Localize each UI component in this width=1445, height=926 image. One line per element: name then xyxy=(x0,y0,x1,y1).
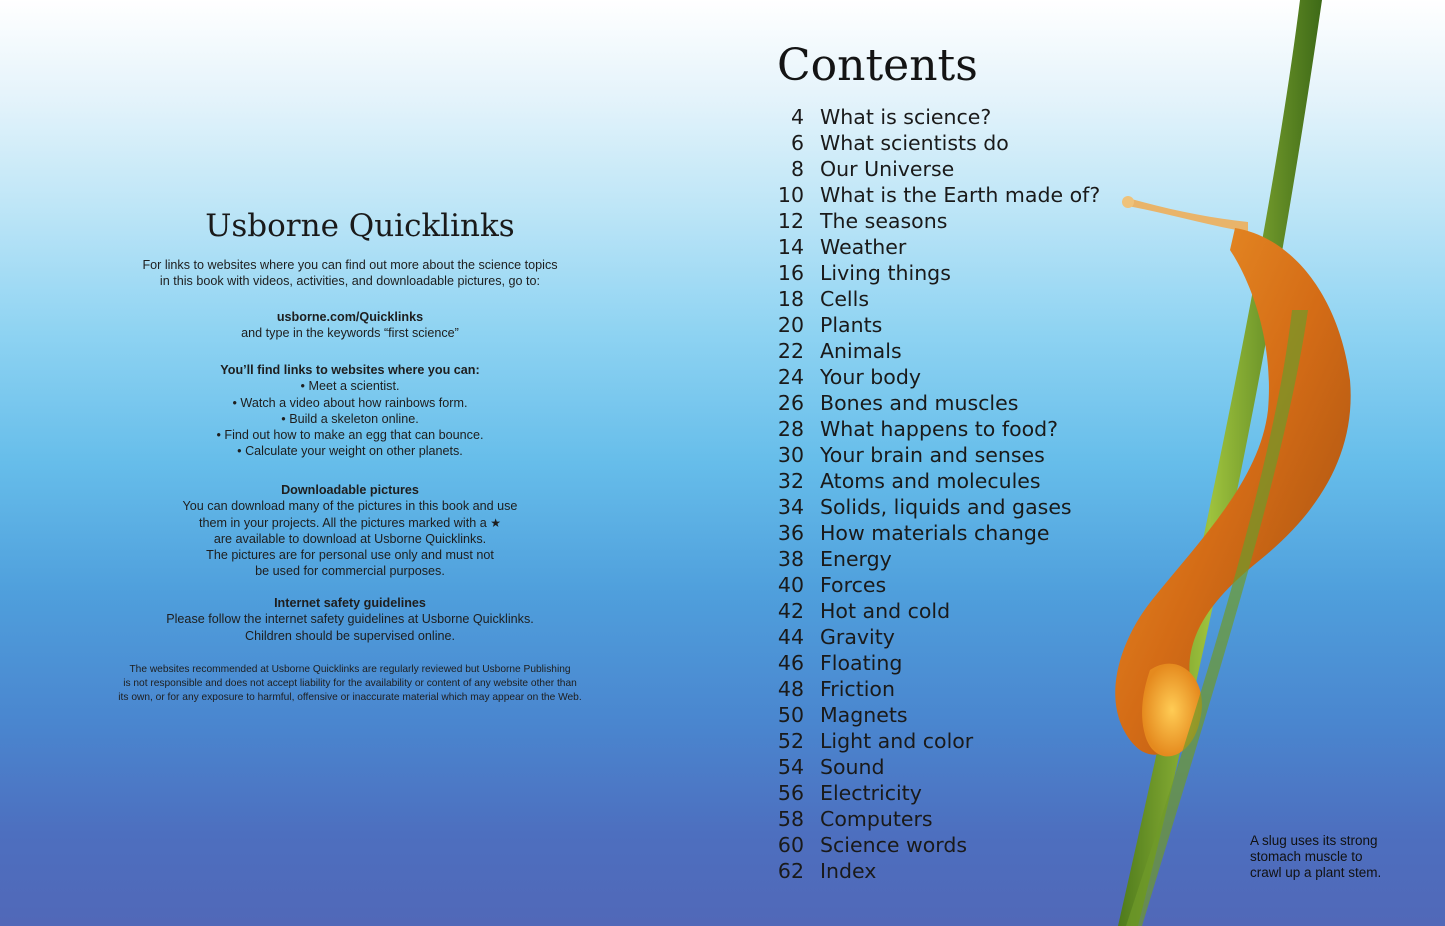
contents-page-number: 44 xyxy=(777,625,804,649)
contents-entry xyxy=(770,156,1100,182)
photo-caption xyxy=(1250,833,1420,881)
contents-entry-label: Living things xyxy=(820,261,951,285)
contents-page-number: 10 xyxy=(777,183,804,207)
contents-page-number: 6 xyxy=(790,131,804,155)
downloads-star-line xyxy=(60,515,640,531)
contents-entry xyxy=(770,104,1100,130)
contents-page-number: 48 xyxy=(777,677,804,701)
contents-page-number: 4 xyxy=(790,105,804,129)
contents-entry xyxy=(770,572,1100,598)
links-list-item: • Meet a scientist. xyxy=(300,379,400,394)
downloads-text-line: be used for commercial purposes. xyxy=(255,564,445,579)
contents-entry xyxy=(770,260,1100,286)
contents-entry xyxy=(770,182,1100,208)
contents-entry xyxy=(770,832,1100,858)
links-list-item: • Find out how to make an egg that can bounce. xyxy=(216,428,484,443)
contents-list xyxy=(770,104,1100,884)
links-list-item: • Build a skeleton online. xyxy=(281,411,419,426)
links-list-item: • Calculate your weight on other planets. xyxy=(237,444,463,459)
downloads-text-line: are available to download at Usborne Quicklinks. xyxy=(213,531,487,546)
contents-entry-label: How materials change xyxy=(820,521,1050,545)
downloads-text-line: them in your projects. All the pictures marked with a xyxy=(199,515,487,530)
contents-entry-label: Energy xyxy=(820,547,892,571)
contents-entry xyxy=(770,676,1100,702)
disclaimer-line: The websites recommended at Usborne Quicklinks are regularly reviewed but Usborne Publishing xyxy=(129,664,571,675)
contents-entry xyxy=(770,130,1100,156)
contents-entry-label: The seasons xyxy=(820,209,948,233)
contents-page-number: 26 xyxy=(777,391,804,415)
contents-entry xyxy=(770,442,1100,468)
contents-page-number: 14 xyxy=(777,235,804,259)
contents-entry xyxy=(770,702,1100,728)
contents-entry-label: What happens to food? xyxy=(820,417,1059,441)
downloads-text-line: You can download many of the pictures in this book and use xyxy=(182,499,518,514)
contents-entry xyxy=(770,468,1100,494)
contents-entry-label: Gravity xyxy=(820,625,895,649)
contents-entry xyxy=(770,390,1100,416)
links-heading: You’ll find links to websites where you can: xyxy=(220,363,480,377)
contents-entry-label: Plants xyxy=(820,313,883,337)
contents-page-number: 56 xyxy=(777,781,804,805)
quicklinks-url[interactable]: usborne.com/Quicklinks xyxy=(276,310,424,324)
contents-entry xyxy=(770,598,1100,624)
caption-line: crawl up a plant stem. xyxy=(1250,865,1382,880)
contents-title: Contents xyxy=(777,40,978,91)
links-list-block xyxy=(60,362,640,460)
contents-entry-label: Solids, liquids and gases xyxy=(820,495,1072,519)
contents-entry xyxy=(770,364,1100,390)
contents-entry-label: Sound xyxy=(820,755,885,779)
contents-entry-label: Computers xyxy=(820,807,933,831)
contents-entry xyxy=(770,624,1100,650)
contents-page-number: 22 xyxy=(777,339,804,363)
contents-entry xyxy=(770,650,1100,676)
contents-entry xyxy=(770,234,1100,260)
safety-heading: Internet safety guidelines xyxy=(274,596,426,610)
contents-entry xyxy=(770,416,1100,442)
quicklinks-url-block xyxy=(60,309,640,342)
contents-entry-label: Bones and muscles xyxy=(820,391,1019,415)
links-list-item: • Watch a video about how rainbows form. xyxy=(232,395,468,410)
contents-entry-label: Forces xyxy=(820,573,887,597)
star-icon: ★ xyxy=(490,515,501,530)
contents-entry-label: Your body xyxy=(820,365,921,389)
contents-entry xyxy=(770,286,1100,312)
contents-entry xyxy=(770,520,1100,546)
caption-line: A slug uses its strong xyxy=(1250,833,1378,848)
contents-entry-label: Hot and cold xyxy=(820,599,951,623)
slug-tentacle-tip xyxy=(1122,196,1134,208)
contents-page-number: 42 xyxy=(777,599,804,623)
downloads-block xyxy=(60,482,640,580)
contents-entry xyxy=(770,338,1100,364)
contents-page-number: 16 xyxy=(777,261,804,285)
contents-entry-label: Index xyxy=(820,859,877,883)
keywords-line: and type in the keywords “first science” xyxy=(241,326,459,341)
contents-entry-label: Friction xyxy=(820,677,895,701)
contents-page-number: 8 xyxy=(790,157,804,181)
slug-tentacle xyxy=(1128,198,1248,232)
contents-page-number: 20 xyxy=(777,313,804,337)
contents-entry xyxy=(770,780,1100,806)
slug-on-stem-image xyxy=(1060,0,1445,926)
caption-line: stomach muscle to xyxy=(1250,849,1363,864)
contents-page-number: 28 xyxy=(777,417,804,441)
contents-page-number: 32 xyxy=(777,469,804,493)
safety-line: Children should be supervised online. xyxy=(244,628,456,643)
contents-entry-label: Cells xyxy=(820,287,869,311)
safety-block xyxy=(60,595,640,644)
contents-page-number: 18 xyxy=(777,287,804,311)
contents-entry-label: Science words xyxy=(820,833,968,857)
contents-page-number: 38 xyxy=(777,547,804,571)
contents-page-number: 58 xyxy=(777,807,804,831)
contents-entry xyxy=(770,494,1100,520)
contents-entry xyxy=(770,858,1100,884)
downloads-text-line: The pictures are for personal use only and must not xyxy=(206,548,494,563)
contents-page-number: 34 xyxy=(777,495,804,519)
contents-page-number: 24 xyxy=(777,365,804,389)
downloads-heading: Downloadable pictures xyxy=(281,483,419,497)
contents-entry-label: Your brain and senses xyxy=(820,443,1045,467)
intro-line: in this book with videos, activities, and downloadable pictures, go to: xyxy=(159,274,541,289)
safety-line: Please follow the internet safety guidelines at Usborne Quicklinks. xyxy=(166,612,534,627)
contents-entry-label: Light and color xyxy=(820,729,974,753)
disclaimer-line: is not responsible and does not accept liability for the availability or content of any website other than xyxy=(123,678,577,689)
contents-page-number: 52 xyxy=(777,729,804,753)
contents-page-number: 12 xyxy=(777,209,804,233)
contents-entry-label: What is the Earth made of? xyxy=(820,183,1101,207)
contents-page-number: 40 xyxy=(777,573,804,597)
contents-entry-label: Floating xyxy=(820,651,903,675)
contents-entry-label: Atoms and molecules xyxy=(820,469,1041,493)
contents-page-number: 30 xyxy=(777,443,804,467)
contents-page-number: 46 xyxy=(777,651,804,675)
contents-page-number: 36 xyxy=(777,521,804,545)
contents-page-number: 60 xyxy=(777,833,804,857)
contents-entry xyxy=(770,728,1100,754)
contents-page-number: 50 xyxy=(777,703,804,727)
disclaimer-line: its own, or for any exposure to harmful, offensive or inaccurate material which may appear on the Web. xyxy=(118,692,582,703)
contents-entry xyxy=(770,208,1100,234)
quicklinks-intro xyxy=(60,257,640,290)
contents-entry-label: Weather xyxy=(820,235,907,259)
contents-entry-label: Animals xyxy=(820,339,902,363)
contents-entry xyxy=(770,312,1100,338)
quicklinks-title: Usborne Quicklinks xyxy=(205,208,515,244)
contents-entry xyxy=(770,806,1100,832)
contents-page-number: 62 xyxy=(777,859,804,883)
intro-line: For links to websites where you can find out more about the science topics xyxy=(142,258,558,272)
contents-entry xyxy=(770,754,1100,780)
disclaimer xyxy=(40,663,660,705)
contents-entry-label: What scientists do xyxy=(820,131,1009,155)
contents-entry-label: Electricity xyxy=(820,781,922,805)
contents-page-number: 54 xyxy=(777,755,804,779)
contents-entry-label: Magnets xyxy=(820,703,908,727)
contents-entry-label: Our Universe xyxy=(820,157,955,181)
left-page xyxy=(0,0,720,926)
contents-entry-label: What is science? xyxy=(820,105,992,129)
contents-entry xyxy=(770,546,1100,572)
